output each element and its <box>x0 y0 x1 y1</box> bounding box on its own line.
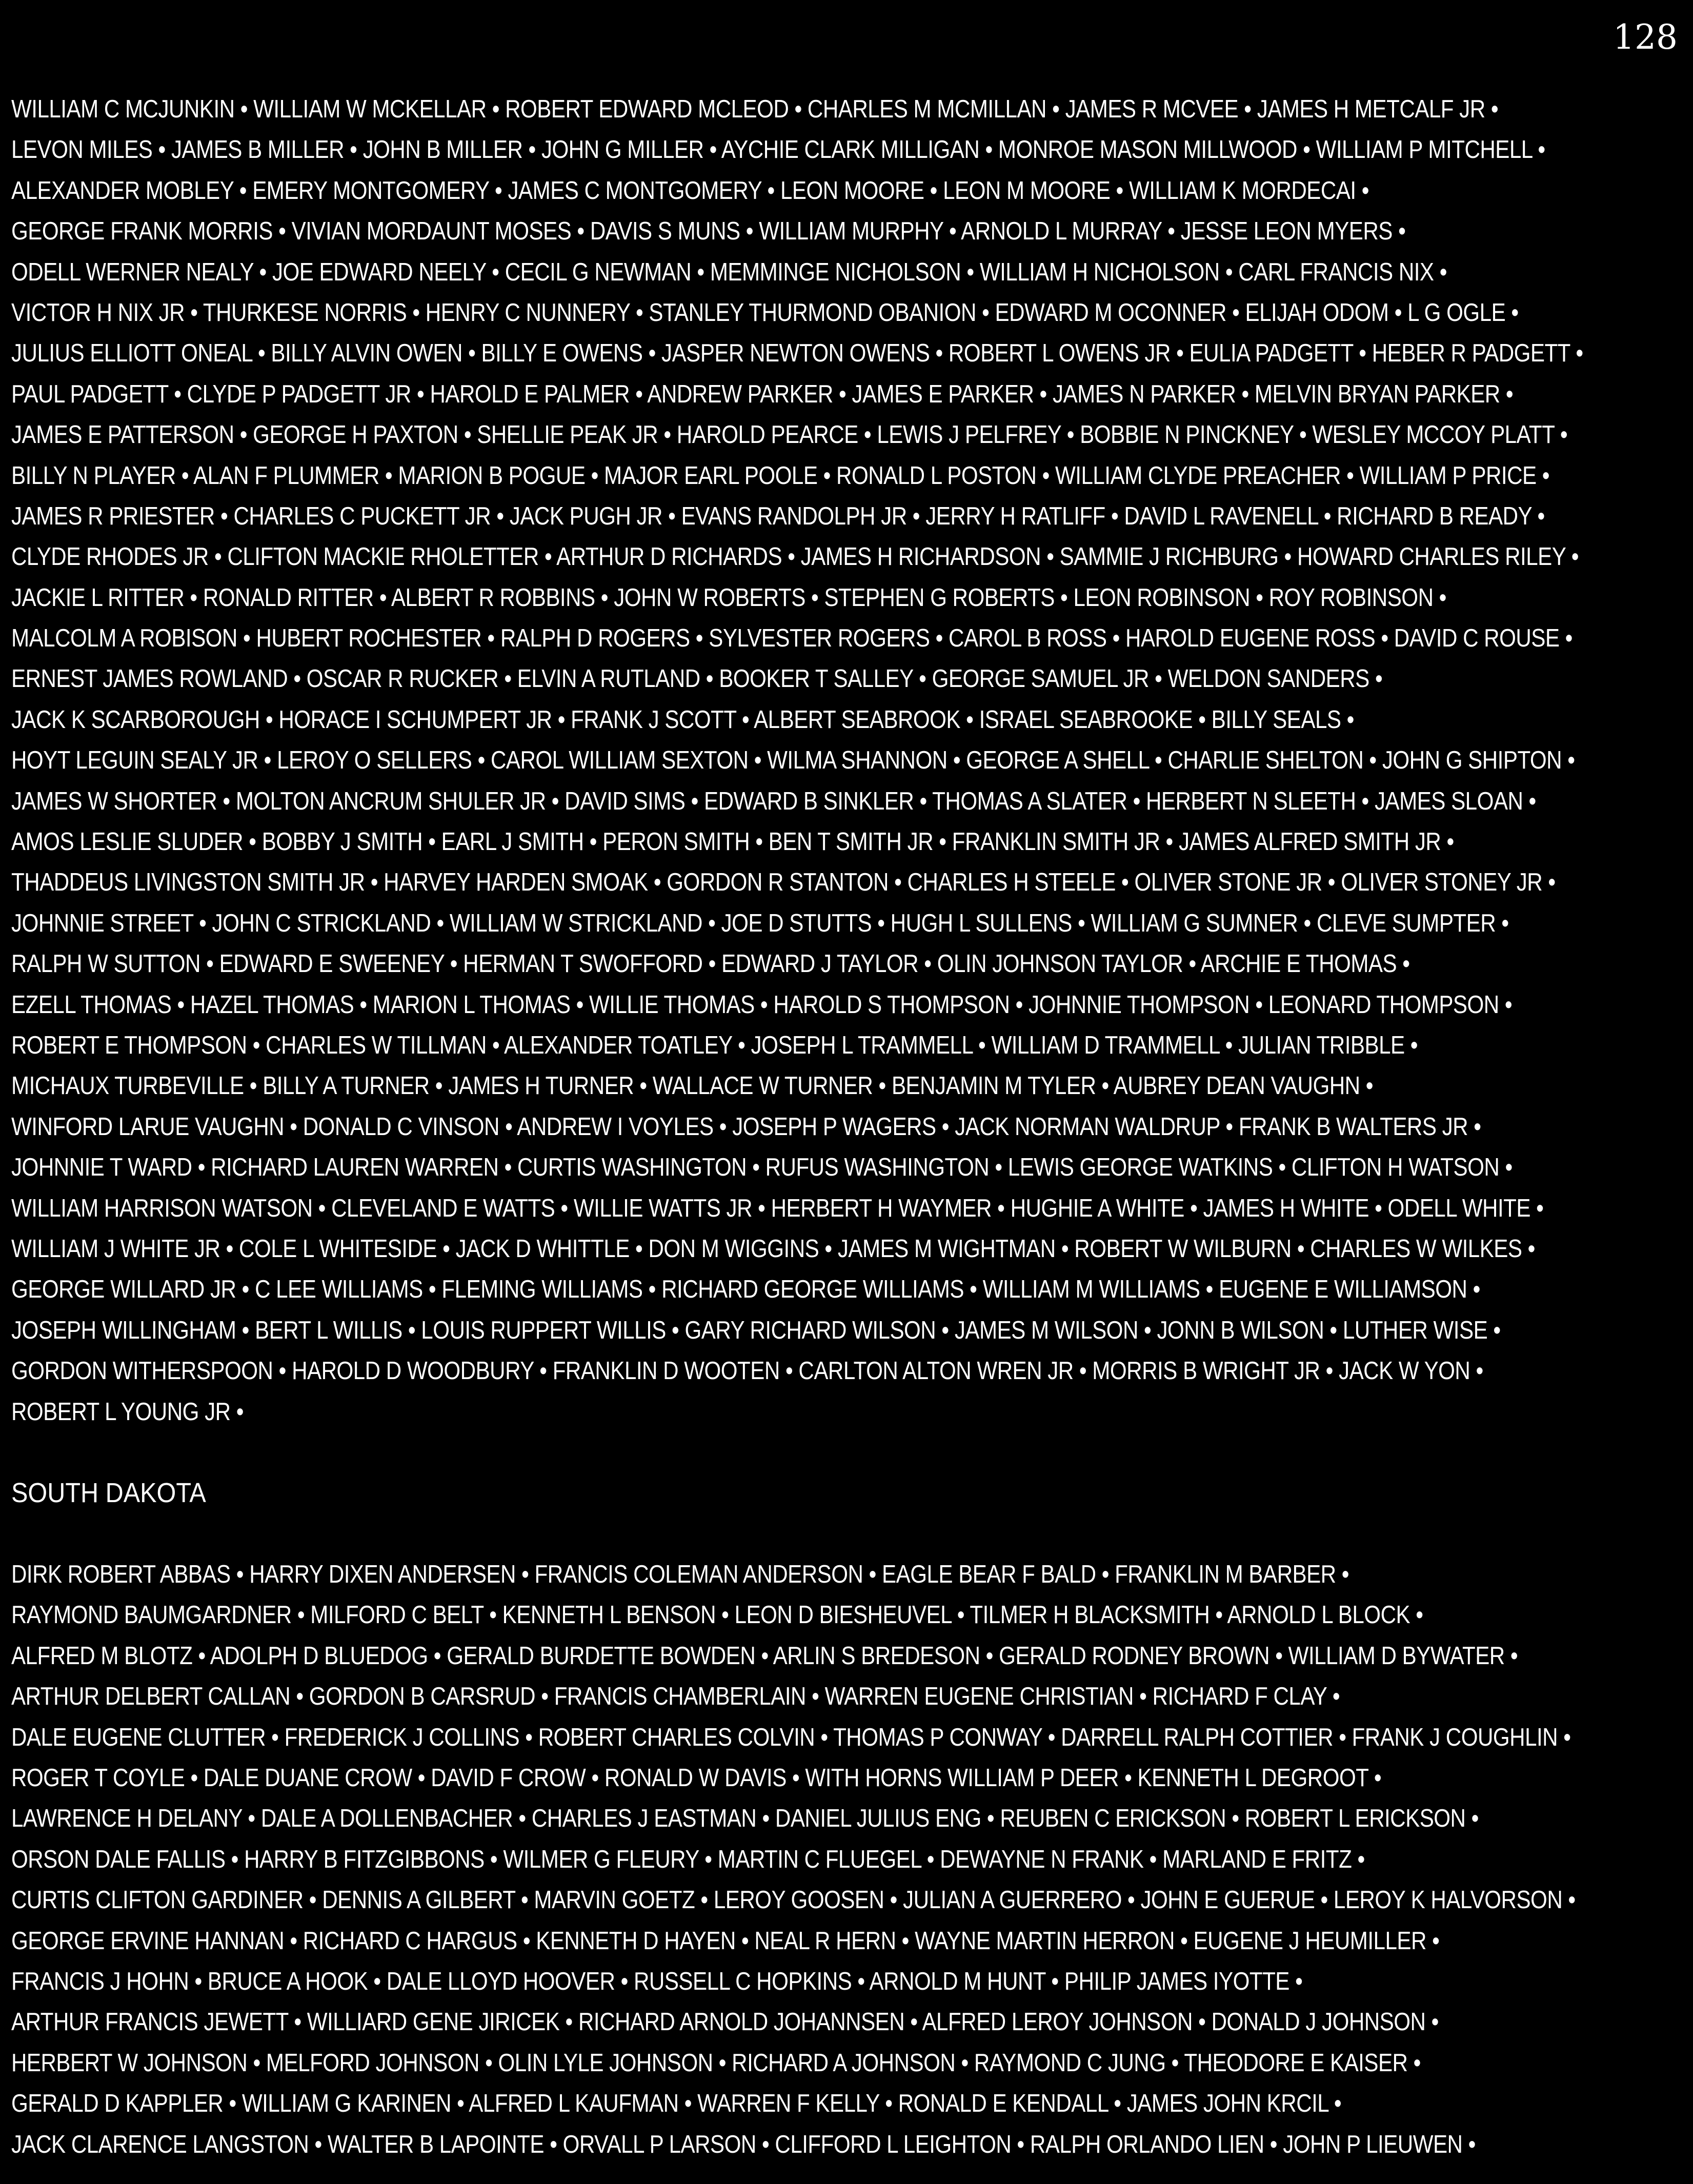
name-line: ROBERT E THOMPSON • CHARLES W TILLMAN • ALEXANDER TOATLEY • JOSEPH L TRAMMELL • WILLIAM D TRAMMELL • JULIAN TRIBBLE • <box>11 1031 1418 1059</box>
name-line: GORDON WITHERSPOON • HAROLD D WOODBURY • FRANKLIN D WOOTEN • CARLTON ALTON WREN JR • MORRIS B WRIGHT JR • JACK W YON • <box>11 1357 1483 1385</box>
name-line: ERNEST JAMES ROWLAND • OSCAR R RUCKER • ELVIN A RUTLAND • BOOKER T SALLEY • GEORGE SAMUEL JR • WELDON SANDERS • <box>11 665 1383 693</box>
name-line: ODELL WERNER NEALY • JOE EDWARD NEELY • CECIL G NEWMAN • MEMMINGE NICHOLSON • WILLIAM H NICHOLSON • CARL FRANCIS NIX • <box>11 258 1447 286</box>
name-line: JOHNNIE T WARD • RICHARD LAUREN WARREN • CURTIS WASHINGTON • RUFUS WASHINGTON • LEWIS GEORGE WATKINS • CLIFTON H WATSON • <box>11 1154 1513 1182</box>
name-line: GEORGE WILLARD JR • C LEE WILLIAMS • FLEMING WILLIAMS • RICHARD GEORGE WILLIAMS • WILLIAM M WILLIAMS • EUGENE E WILLIAMSON • <box>11 1276 1480 1304</box>
name-line: ARTHUR FRANCIS JEWETT • WILLIARD GENE JIRICEK • RICHARD ARNOLD JOHANNSEN • ALFRED LEROY JOHNSON • DONALD J JOHNSON • <box>11 2008 1439 2036</box>
name-line: BILLY N PLAYER • ALAN F PLUMMER • MARION B POGUE • MAJOR EARL POOLE • RONALD L POSTON • WILLIAM CLYDE PREACHER • WILLIAM P PRICE • <box>11 461 1550 490</box>
section-spacer <box>11 1432 1688 1473</box>
name-line: LAWRENCE H DELANY • DALE A DOLLENBACHER • CHARLES J EASTMAN • DANIEL JULIUS ENG • REUBEN C ERICKSON • ROBERT L ERICKSON • <box>11 1805 1479 1833</box>
name-line: GEORGE FRANK MORRIS • VIVIAN MORDAUNT MOSES • DAVIS S MUNS • WILLIAM MURPHY • ARNOLD L MURRAY • JESSE LEON MYERS • <box>11 217 1406 246</box>
name-line: HERBERT W JOHNSON • MELFORD JOHNSON • OLIN LYLE JOHNSON • RICHARD A JOHNSON • RAYMOND C JUNG • THEODORE E KAISER • <box>11 2049 1421 2077</box>
name-line: THADDEUS LIVINGSTON SMITH JR • HARVEY HARDEN SMOAK • GORDON R STANTON • CHARLES H STEELE • OLIVER STONE JR • OLIVER STONEY JR • <box>11 868 1556 897</box>
name-line: JAMES E PATTERSON • GEORGE H PAXTON • SHELLIE PEAK JR • HAROLD PEARCE • LEWIS J PELFREY • BOBBIE N PINCKNEY • WESLEY MCCOY PLATT • <box>11 421 1568 449</box>
name-line: HOYT LEGUIN SEALY JR • LEROY O SELLERS • CAROL WILLIAM SEXTON • WILMA SHANNON • GEORGE A SHELL • CHARLIE SHELTON • JOHN G SHIPTON • <box>11 746 1575 775</box>
name-line: JAMES W SHORTER • MOLTON ANCRUM SHULER JR • DAVID SIMS • EDWARD B SINKLER • THOMAS A SLATER • HERBERT N SLEETH • JAMES SLOAN • <box>11 787 1536 815</box>
name-line: JULIUS ELLIOTT ONEAL • BILLY ALVIN OWEN • BILLY E OWENS • JASPER NEWTON OWENS • ROBERT L OWENS JR • EULIA PADGETT • HEBER R PADGETT • <box>11 339 1583 368</box>
name-line: WILLIAM HARRISON WATSON • CLEVELAND E WATTS • WILLIE WATTS JR • HERBERT H WAYMER • HUGHIE A WHITE • JAMES H WHITE • ODELL WHITE • <box>11 1194 1544 1222</box>
name-line: ROBERT L YOUNG JR • <box>11 1398 244 1426</box>
name-line: ROGER T COYLE • DALE DUANE CROW • DAVID F CROW • RONALD W DAVIS • WITH HORNS WILLIAM P DEER • KENNETH L DEGROOT • <box>11 1764 1382 1792</box>
name-line: AMOS LESLIE SLUDER • BOBBY J SMITH • EARL J SMITH • PERON SMITH • BEN T SMITH JR • FRANKLIN SMITH JR • JAMES ALFRED SMITH JR • <box>11 828 1454 856</box>
name-line: JAMES R PRIESTER • CHARLES C PUCKETT JR • JACK PUGH JR • EVANS RANDOLPH JR • JERRY H RATLIFF • DAVID L RAVENELL • RICHARD B READY • <box>11 502 1545 530</box>
name-line: WILLIAM C MCJUNKIN • WILLIAM W MCKELLAR • ROBERT EDWARD MCLEOD • CHARLES M MCMILLAN • JAMES R MCVEE • JAMES H METCALF JR • <box>11 95 1499 123</box>
name-line: FRANCIS J HOHN • BRUCE A HOOK • DALE LLOYD HOOVER • RUSSELL C HOPKINS • ARNOLD M HUNT • PHILIP JAMES IYOTTE • <box>11 1967 1303 1995</box>
name-line: ARTHUR DELBERT CALLAN • GORDON B CARSRUD • FRANCIS CHAMBERLAIN • WARREN EUGENE CHRISTIAN • RICHARD F CLAY • <box>11 1683 1340 1711</box>
state-heading: SOUTH DAKOTA <box>11 1478 206 1509</box>
page-number: 128 <box>1613 17 1678 57</box>
name-line: JACK K SCARBOROUGH • HORACE I SCHUMPERT JR • FRANK J SCOTT • ALBERT SEABROOK • ISRAEL SEABROOKE • BILLY SEALS • <box>11 705 1354 734</box>
name-line: MICHAUX TURBEVILLE • BILLY A TURNER • JAMES H TURNER • WALLACE W TURNER • BENJAMIN M TYLER • AUBREY DEAN VAUGHN • <box>11 1072 1373 1100</box>
name-line: WINFORD LARUE VAUGHN • DONALD C VINSON • ANDREW I VOYLES • JOSEPH P WAGERS • JACK NORMAN WALDRUP • FRANK B WALTERS JR • <box>11 1113 1481 1141</box>
name-line: CURTIS CLIFTON GARDINER • DENNIS A GILBERT • MARVIN GOETZ • LEROY GOOSEN • JULIAN A GUERRERO • JOHN E GUERUE • LEROY K HALVORSON • <box>11 1886 1576 1914</box>
name-line: JOSEPH WILLINGHAM • BERT L WILLIS • LOUIS RUPPERT WILLIS • GARY RICHARD WILSON • JAMES M WILSON • JONN B WILSON • LUTHER WISE • <box>11 1316 1501 1344</box>
name-line: JACK CLARENCE LANGSTON • WALTER B LAPOINTE • ORVALL P LARSON • CLIFFORD L LEIGHTON • RALPH ORLANDO LIEN • JOHN P LIEUWEN • <box>11 2130 1476 2158</box>
name-line: GERALD D KAPPLER • WILLIAM G KARINEN • ALFRED L KAUFMAN • WARREN F KELLY • RONALD E KENDALL • JAMES JOHN KRCIL • <box>11 2090 1342 2118</box>
name-line: JACKIE L RITTER • RONALD RITTER • ALBERT R ROBBINS • JOHN W ROBERTS • STEPHEN G ROBERTS • LEON ROBINSON • ROY ROBINSON • <box>11 583 1446 612</box>
name-line: GEORGE ERVINE HANNAN • RICHARD C HARGUS • KENNETH D HAYEN • NEAL R HERN • WAYNE MARTIN HERRON • EUGENE J HEUMILLER • <box>11 1927 1440 1955</box>
name-line: ALFRED M BLOTZ • ADOLPH D BLUEDOG • GERALD BURDETTE BOWDEN • ARLIN S BREDESON • GERALD RODNEY BROWN • WILLIAM D BYWATER • <box>11 1642 1518 1670</box>
name-line: DALE EUGENE CLUTTER • FREDERICK J COLLINS • ROBERT CHARLES COLVIN • THOMAS P CONWAY • DARRELL RALPH COTTIER • FRANK J COUGHLIN • <box>11 1723 1571 1751</box>
name-line: ORSON DALE FALLIS • HARRY B FITZGIBBONS • WILMER G FLEURY • MARTIN C FLUEGEL • DEWAYNE N FRANK • MARLAND E FRITZ • <box>11 1845 1365 1873</box>
name-line: DIRK ROBERT ABBAS • HARRY DIXEN ANDERSEN • FRANCIS COLEMAN ANDERSON • EAGLE BEAR F BALD • FRANKLIN M BARBER • <box>11 1561 1349 1589</box>
name-line: ALEXANDER MOBLEY • EMERY MONTGOMERY • JAMES C MONTGOMERY • LEON MOORE • LEON M MOORE • WILLIAM K MORDECAI • <box>11 176 1369 205</box>
name-line: JOHNNIE STREET • JOHN C STRICKLAND • WILLIAM W STRICKLAND • JOE D STUTTS • HUGH L SULLENS • WILLIAM G SUMNER • CLEVE SUMPTER • <box>11 909 1509 937</box>
name-line: CLYDE RHODES JR • CLIFTON MACKIE RHOLETTER • ARTHUR D RICHARDS • JAMES H RICHARDSON • SAMMIE J RICHBURG • HOWARD CHARLES RILEY • <box>11 543 1579 571</box>
name-line: WILLIAM J WHITE JR • COLE L WHITESIDE • JACK D WHITTLE • DON M WIGGINS • JAMES M WIGHTMAN • ROBERT W WILBURN • CHARLES W WILKES • <box>11 1235 1535 1263</box>
name-line: RAYMOND BAUMGARDNER • MILFORD C BELT • KENNETH L BENSON • LEON D BIESHEUVEL • TILMER H BLACKSMITH • ARNOLD L BLOCK • <box>11 1601 1423 1629</box>
name-line: EZELL THOMAS • HAZEL THOMAS • MARION L THOMAS • WILLIE THOMAS • HAROLD S THOMPSON • JOHNNIE THOMPSON • LEONARD THOMPSON • <box>11 990 1513 1019</box>
name-line: RALPH W SUTTON • EDWARD E SWEENEY • HERMAN T SWOFFORD • EDWARD J TAYLOR • OLIN JOHNSON TAYLOR • ARCHIE E THOMAS • <box>11 950 1410 978</box>
name-line: VICTOR H NIX JR • THURKESE NORRIS • HENRY C NUNNERY • STANLEY THURMOND OBANION • EDWARD M OCONNER • ELIJAH ODOM • L G OGLE • <box>11 298 1519 327</box>
names-list <box>11 89 1688 2165</box>
name-line: MALCOLM A ROBISON • HUBERT ROCHESTER • RALPH D ROGERS • SYLVESTER ROGERS • CAROL B ROSS • HAROLD EUGENE ROSS • DAVID C ROUSE • <box>11 624 1573 653</box>
section-spacer <box>11 1514 1688 1554</box>
name-line: LEVON MILES • JAMES B MILLER • JOHN B MILLER • JOHN G MILLER • AYCHIE CLARK MILLIGAN • MONROE MASON MILLWOOD • WILLIAM P MITCHELL • <box>11 136 1545 164</box>
name-line: PAUL PADGETT • CLYDE P PADGETT JR • HAROLD E PALMER • ANDREW PARKER • JAMES E PARKER • JAMES N PARKER • MELVIN BRYAN PARKER • <box>11 380 1514 408</box>
